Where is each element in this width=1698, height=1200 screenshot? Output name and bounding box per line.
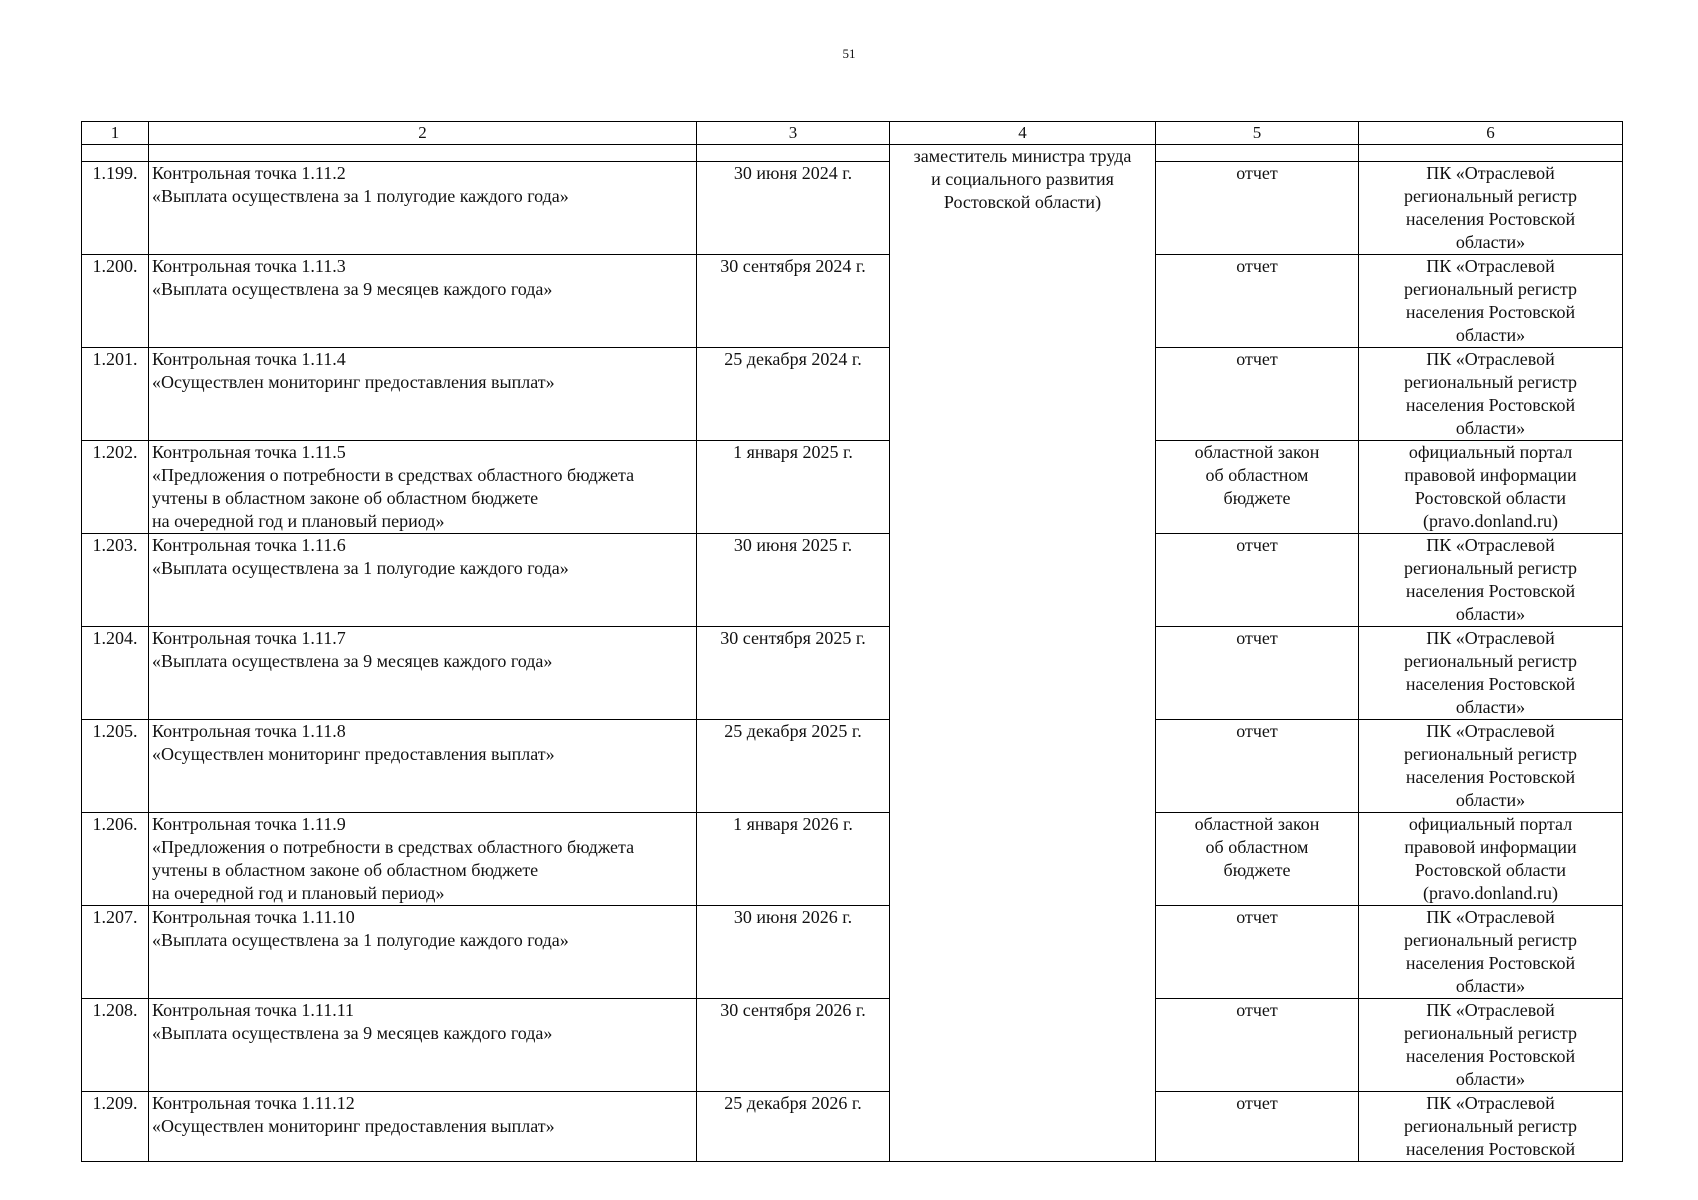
- table-row: [82, 534, 1623, 627]
- document-type-line: об областном: [1205, 837, 1309, 857]
- information-source-line: населения Ростовской: [1405, 1139, 1576, 1159]
- information-source-line: ПК «Отраслевой: [1426, 163, 1555, 183]
- information-source-line: Ростовской области: [1414, 860, 1567, 880]
- control-points-table: [81, 121, 1623, 1162]
- information-source-cell: [1359, 720, 1623, 813]
- document-type-cell: [1156, 999, 1359, 1092]
- information-source-line: ПК «Отраслевой: [1426, 535, 1555, 555]
- event-description-cell: [149, 255, 697, 348]
- information-source-line: области»: [1455, 790, 1526, 810]
- information-source-line: области»: [1455, 604, 1526, 624]
- information-source-line: ПК «Отраслевой: [1426, 721, 1555, 741]
- table-row: [82, 255, 1623, 348]
- deadline-date: 30 июня 2024 г.: [697, 162, 890, 255]
- information-source-cell: [1359, 813, 1623, 906]
- document-type-line: бюджете: [1223, 488, 1291, 508]
- control-point-description: учтены в областном законе об областном бюджете: [152, 488, 539, 508]
- information-source-line: правовой информации: [1404, 837, 1577, 857]
- deadline-date: 1 января 2026 г.: [697, 813, 890, 906]
- event-description-cell: [149, 720, 697, 813]
- control-point-description: «Выплата осуществлена за 9 месяцев каждого года»: [152, 1023, 553, 1043]
- document-type-cell: [1156, 348, 1359, 441]
- control-point-description: «Осуществлен мониторинг предоставления выплат»: [152, 1116, 555, 1136]
- deadline-date: 30 сентября 2025 г.: [697, 627, 890, 720]
- column-number-header-row: [82, 122, 1623, 145]
- document-type-cell: [1156, 813, 1359, 906]
- information-source-line: области»: [1455, 697, 1526, 717]
- document-type-line: областной закон: [1194, 814, 1320, 834]
- empty-cell: [1156, 145, 1359, 162]
- row-number: 1.206.: [82, 813, 149, 906]
- information-source-line: области»: [1455, 418, 1526, 438]
- responsible-person-line: Ростовской области): [943, 192, 1102, 212]
- empty-cell: [82, 145, 149, 162]
- information-source-line: ПК «Отраслевой: [1426, 907, 1555, 927]
- information-source-line: (pravo.donland.ru): [1423, 511, 1558, 531]
- responsible-person-line: заместитель министра труда: [913, 146, 1132, 166]
- control-point-description: «Предложения о потребности в средствах областного бюджета: [152, 465, 635, 485]
- column-number: 6: [1359, 122, 1623, 145]
- information-source-line: населения Ростовской: [1405, 302, 1576, 322]
- document-type-line: отчет: [1236, 1000, 1278, 1020]
- table-row: [82, 627, 1623, 720]
- information-source-cell: [1359, 1092, 1623, 1162]
- information-source-cell: [1359, 627, 1623, 720]
- control-point-description: «Осуществлен мониторинг предоставления выплат»: [152, 744, 555, 764]
- table-row: [82, 720, 1623, 813]
- table-row: [82, 441, 1623, 534]
- event-description-cell: [149, 348, 697, 441]
- empty-cell: [697, 145, 890, 162]
- document-type-cell: [1156, 906, 1359, 999]
- document-type-line: отчет: [1236, 256, 1278, 276]
- information-source-line: региональный регистр: [1404, 1116, 1577, 1136]
- information-source-cell: [1359, 348, 1623, 441]
- row-number: 1.208.: [82, 999, 149, 1092]
- document-type-cell: [1156, 162, 1359, 255]
- column-number: 5: [1156, 122, 1359, 145]
- control-point-title: Контрольная точка 1.11.5: [152, 442, 346, 462]
- information-source-line: региональный регистр: [1404, 1023, 1577, 1043]
- information-source-line: региональный регистр: [1404, 744, 1577, 764]
- event-description-cell: [149, 1092, 697, 1162]
- information-source-line: населения Ростовской: [1405, 674, 1576, 694]
- deadline-date: 30 сентября 2024 г.: [697, 255, 890, 348]
- control-point-description: «Выплата осуществлена за 1 полугодие каждого года»: [152, 558, 569, 578]
- control-point-title: Контрольная точка 1.11.11: [152, 1000, 355, 1020]
- information-source-line: населения Ростовской: [1405, 1046, 1576, 1066]
- document-type-cell: [1156, 720, 1359, 813]
- information-source-cell: [1359, 999, 1623, 1092]
- information-source-line: региональный регистр: [1404, 930, 1577, 950]
- information-source-line: Ростовской области: [1414, 488, 1567, 508]
- document-type-cell: [1156, 534, 1359, 627]
- control-point-description: на очередной год и плановый период»: [152, 883, 445, 903]
- table-row: [82, 162, 1623, 255]
- responsible-person-cell: [890, 145, 1156, 1162]
- table-row: [82, 348, 1623, 441]
- information-source-line: региональный регистр: [1404, 279, 1577, 299]
- information-source-cell: [1359, 906, 1623, 999]
- information-source-cell: [1359, 162, 1623, 255]
- row-number: 1.199.: [82, 162, 149, 255]
- document-type-line: отчет: [1236, 628, 1278, 648]
- document-type-cell: [1156, 441, 1359, 534]
- deadline-date: 25 декабря 2025 г.: [697, 720, 890, 813]
- information-source-line: области»: [1455, 976, 1526, 996]
- document-type-line: отчет: [1236, 349, 1278, 369]
- document-type-line: бюджете: [1223, 860, 1291, 880]
- control-point-title: Контрольная точка 1.11.3: [152, 256, 346, 276]
- control-point-title: Контрольная точка 1.11.8: [152, 721, 346, 741]
- row-number: 1.209.: [82, 1092, 149, 1162]
- event-description-cell: [149, 627, 697, 720]
- control-point-description: учтены в областном законе об областном бюджете: [152, 860, 539, 880]
- information-source-line: населения Ростовской: [1405, 209, 1576, 229]
- responsible-person-line: и социального развития: [931, 169, 1114, 189]
- row-number: 1.202.: [82, 441, 149, 534]
- document-type-line: об областном: [1205, 465, 1309, 485]
- row-number: 1.203.: [82, 534, 149, 627]
- deadline-date: 30 июня 2026 г.: [697, 906, 890, 999]
- document-type-cell: [1156, 627, 1359, 720]
- row-number: 1.201.: [82, 348, 149, 441]
- control-point-title: Контрольная точка 1.11.9: [152, 814, 346, 834]
- information-source-line: населения Ростовской: [1405, 581, 1576, 601]
- control-point-description: «Выплата осуществлена за 1 полугодие каждого года»: [152, 930, 569, 950]
- event-description-cell: [149, 534, 697, 627]
- control-point-title: Контрольная точка 1.11.12: [152, 1093, 355, 1113]
- continuation-row: [82, 145, 1623, 162]
- row-number: 1.205.: [82, 720, 149, 813]
- empty-cell: [1359, 145, 1623, 162]
- row-number: 1.204.: [82, 627, 149, 720]
- event-description-cell: [149, 162, 697, 255]
- table-row: [82, 1092, 1623, 1162]
- information-source-cell: [1359, 534, 1623, 627]
- deadline-date: 25 декабря 2026 г.: [697, 1092, 890, 1162]
- information-source-line: области»: [1455, 325, 1526, 345]
- document-type-line: отчет: [1236, 907, 1278, 927]
- control-point-title: Контрольная точка 1.11.2: [152, 163, 346, 183]
- information-source-line: ПК «Отраслевой: [1426, 349, 1555, 369]
- document-type-line: отчет: [1236, 535, 1278, 555]
- information-source-line: официальный портал: [1408, 442, 1573, 462]
- table-row: [82, 813, 1623, 906]
- document-type-line: отчет: [1236, 721, 1278, 741]
- information-source-cell: [1359, 441, 1623, 534]
- table-row: [82, 999, 1623, 1092]
- control-point-description: «Выплата осуществлена за 1 полугодие каждого года»: [152, 186, 569, 206]
- information-source-line: правовой информации: [1404, 465, 1577, 485]
- event-description-cell: [149, 999, 697, 1092]
- information-source-line: региональный регистр: [1404, 372, 1577, 392]
- control-point-title: Контрольная точка 1.11.10: [152, 907, 355, 927]
- information-source-line: ПК «Отраслевой: [1426, 1000, 1555, 1020]
- information-source-line: (pravo.donland.ru): [1423, 883, 1558, 903]
- document-type-line: отчет: [1236, 1093, 1278, 1113]
- event-description-cell: [149, 441, 697, 534]
- information-source-line: официальный портал: [1408, 814, 1573, 834]
- information-source-line: ПК «Отраслевой: [1426, 628, 1555, 648]
- control-point-title: Контрольная точка 1.11.4: [152, 349, 346, 369]
- information-source-line: региональный регистр: [1404, 186, 1577, 206]
- information-source-line: ПК «Отраслевой: [1426, 1093, 1555, 1113]
- control-point-description: на очередной год и плановый период»: [152, 511, 445, 531]
- event-description-cell: [149, 906, 697, 999]
- column-number: 4: [890, 122, 1156, 145]
- document-type-cell: [1156, 255, 1359, 348]
- information-source-line: ПК «Отраслевой: [1426, 256, 1555, 276]
- document-type-cell: [1156, 1092, 1359, 1162]
- information-source-line: населения Ростовской: [1405, 395, 1576, 415]
- information-source-line: области»: [1455, 232, 1526, 252]
- control-point-description: «Выплата осуществлена за 9 месяцев каждого года»: [152, 651, 553, 671]
- control-point-description: «Предложения о потребности в средствах областного бюджета: [152, 837, 635, 857]
- information-source-line: региональный регистр: [1404, 558, 1577, 578]
- deadline-date: 25 декабря 2024 г.: [697, 348, 890, 441]
- information-source-line: региональный регистр: [1404, 651, 1577, 671]
- control-point-title: Контрольная точка 1.11.6: [152, 535, 346, 555]
- deadline-date: 30 сентября 2026 г.: [697, 999, 890, 1092]
- information-source-cell: [1359, 255, 1623, 348]
- control-point-description: «Выплата осуществлена за 9 месяцев каждого года»: [152, 279, 553, 299]
- column-number: 3: [697, 122, 890, 145]
- document-type-line: отчет: [1236, 163, 1278, 183]
- column-number: 1: [82, 122, 149, 145]
- control-point-description: «Осуществлен мониторинг предоставления выплат»: [152, 372, 555, 392]
- page-number: 51: [842, 46, 856, 61]
- information-source-line: населения Ростовской: [1405, 767, 1576, 787]
- event-description-cell: [149, 813, 697, 906]
- deadline-date: 1 января 2025 г.: [697, 441, 890, 534]
- control-point-title: Контрольная точка 1.11.7: [152, 628, 346, 648]
- empty-cell: [149, 145, 697, 162]
- row-number: 1.200.: [82, 255, 149, 348]
- information-source-line: области»: [1455, 1069, 1526, 1089]
- column-number: 2: [149, 122, 697, 145]
- row-number: 1.207.: [82, 906, 149, 999]
- document-type-line: областной закон: [1194, 442, 1320, 462]
- table-row: [82, 906, 1623, 999]
- deadline-date: 30 июня 2025 г.: [697, 534, 890, 627]
- information-source-line: населения Ростовской: [1405, 953, 1576, 973]
